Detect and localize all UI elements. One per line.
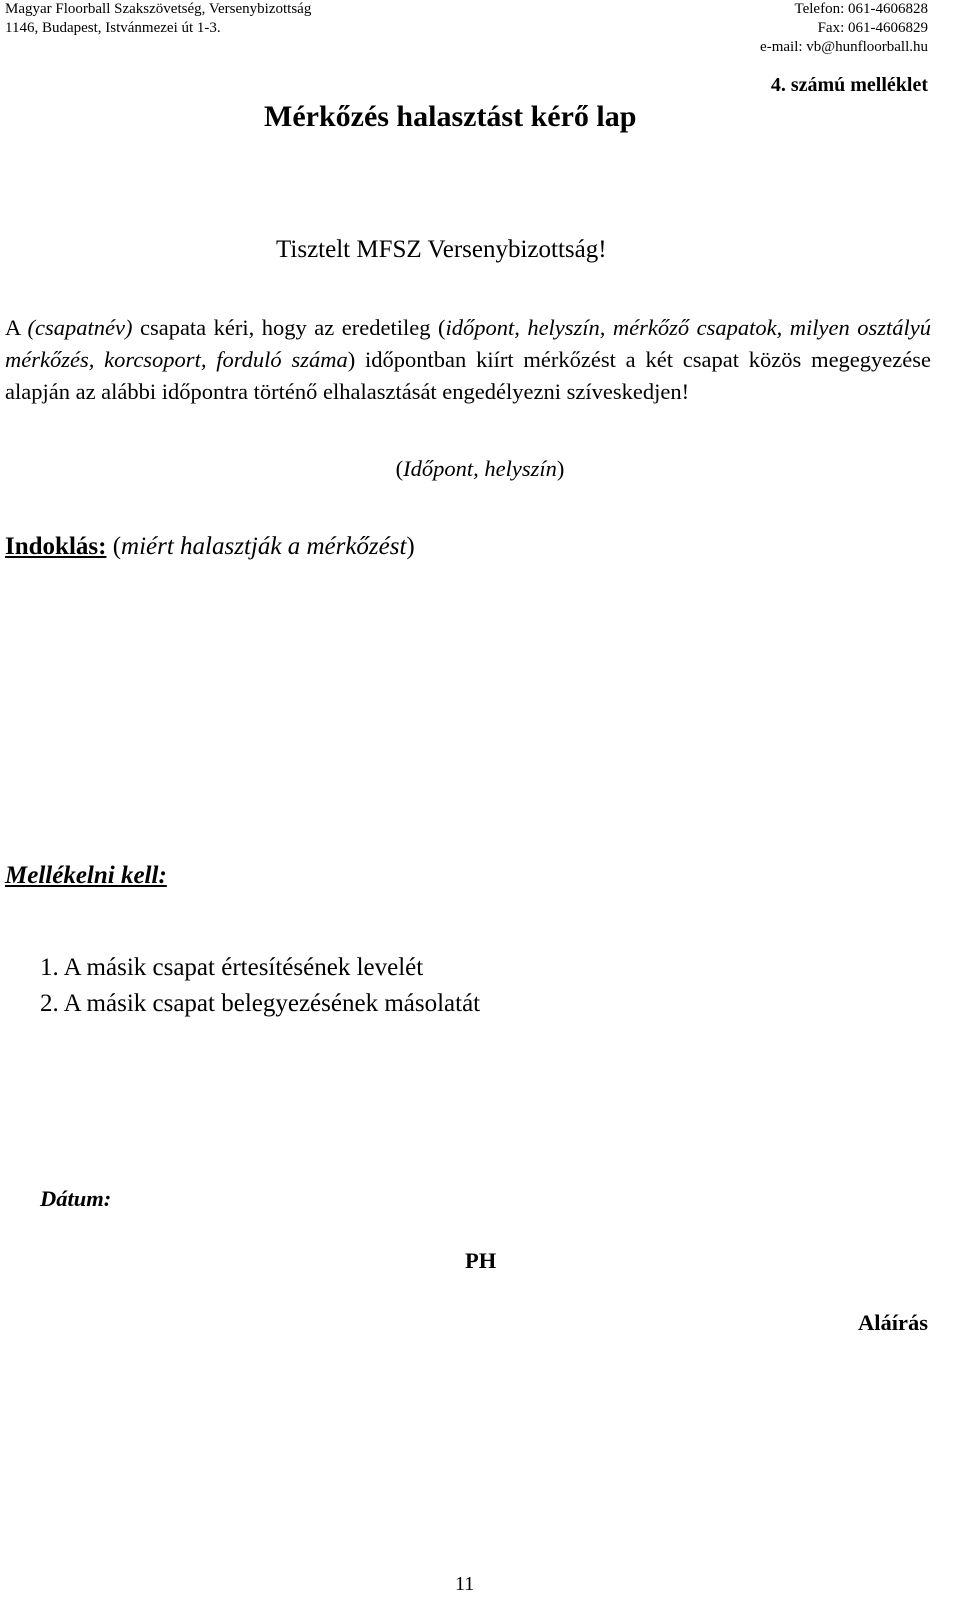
team-name-placeholder: (csapatnév) (27, 315, 133, 340)
body-end: ) időpontban kiírt mérkőzést a két csapat közös megegyezése alapján az alábbi időpontra történő elhalasztását engedélyezni szíveskedjen! (5, 347, 931, 404)
salutation: Tisztelt MFSZ Versenybizottság! (276, 236, 607, 263)
attachment-item: 2. A másik csapat belegyezésének másolatát (40, 990, 481, 1017)
justification-open: ( (106, 533, 122, 560)
new-time-close: ) (556, 456, 565, 481)
attachments-list (40, 950, 480, 1022)
justification-hint: miért halasztják a mérkőzést (121, 533, 407, 560)
org-phone: Telefon: 061-4606828 (794, 1, 928, 17)
org-name: Magyar Floorball Szakszövetség, Versenybizottság (5, 1, 312, 17)
body-intro: A (5, 315, 28, 340)
justification-line (5, 533, 415, 561)
request-paragraph (5, 312, 931, 408)
annex-label: 4. számú melléklet (770, 74, 928, 96)
page-number: 11 (455, 1573, 475, 1595)
page-title: Mérkőzés halasztást kérő lap (264, 100, 637, 133)
justification-label: Indoklás: (5, 533, 107, 560)
date-label: Dátum: (40, 1186, 112, 1211)
org-fax: Fax: 061-4606829 (817, 20, 928, 36)
attachment-item: 1. A másik csapat értesítésének levelét (40, 954, 424, 981)
org-email: e-mail: vb@hunfloorball.hu (760, 39, 928, 55)
new-time-line (0, 456, 960, 482)
new-time-placeholder: Időpont, helyszín (403, 456, 557, 481)
original-details-placeholder: időpont, helyszín, mérkőző csapatok, milyen osztályú mérkőzés, korcsoport, forduló száma (5, 315, 931, 372)
justification-close: ) (406, 533, 415, 560)
stamp-label: PH (465, 1248, 497, 1273)
org-address: 1146, Budapest, Istvánmezei út 1-3. (5, 20, 221, 36)
new-time-open: ( (395, 456, 404, 481)
body-middle: csapata kéri, hogy az eredetileg ( (132, 315, 446, 340)
signature-label: Aláírás (858, 1310, 928, 1335)
attachments-label: Mellékelni kell: (5, 862, 167, 889)
